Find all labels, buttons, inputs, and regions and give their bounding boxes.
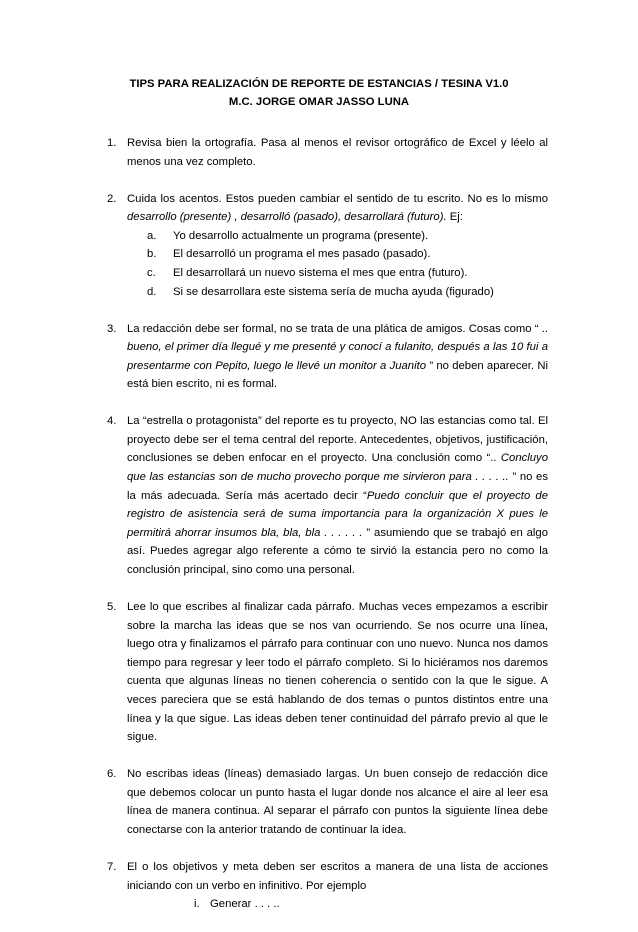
sublist-text: Generar . . . .. (210, 898, 280, 911)
sublist-item (147, 227, 548, 246)
tip-text (127, 320, 548, 394)
tip-text (127, 412, 548, 579)
sublist-label: d. (147, 285, 157, 298)
sublist-label: c. (147, 266, 156, 279)
document-title (0, 75, 638, 111)
sublist-item (194, 895, 548, 914)
sublist-text: El desarrollará un nuevo sistema el mes que entra (futuro). (173, 266, 468, 279)
sublist-text: Yo desarrollo actualmente un programa (presente). (173, 229, 429, 242)
title-line-2: M.C. JORGE OMAR JASSO LUNA (228, 96, 410, 108)
tip-text-italic: bueno, el primer día llegué y me presenté y conocí a fulanito, después a las 10 fui a presentarme con Pepito, luego le llevé un monitor a Juanito (127, 341, 548, 372)
title-line-1: TIPS PARA REALIZACIÓN DE REPORTE DE ESTANCIAS / TESINA V1.0 (129, 78, 509, 90)
tip-number: 1. (107, 137, 117, 149)
tip-number: 2. (107, 192, 117, 205)
tip-1 (107, 134, 548, 171)
tip-text-part: ” asumiendo que se trabajó en algo así. Puedes agregar algo referente a cómo te sirvió la estancia pero no como la conclusión principal, sino como una personal. (127, 526, 548, 577)
tip-4 (107, 412, 548, 579)
tip-text: El o los objetivos y meta deben ser escritos a manera de una lista de acciones iniciando con un verbo en infinitivo. Por ejemplo (127, 860, 548, 892)
tip-text: Revisa bien la ortografía. Pasa al menos el revisor ortográfico de Excel y léelo al menos una vez completo. (127, 137, 548, 168)
tips-list (107, 134, 548, 932)
tip-text (127, 190, 548, 227)
sublist-item (147, 245, 548, 264)
sublist-label: i. (194, 898, 200, 911)
sublist-label: b. (147, 248, 157, 261)
tip-text-italic: Concluyo que las estancias son de mucho provecho porque me sirvieron para . . . . .. (127, 452, 548, 484)
tip-text-italic: desarrollo (presente) , desarrolló (pasado), desarrollará (futuro). (127, 211, 447, 224)
example-sublist (127, 895, 548, 914)
tip-text-part: ” no es la más adecuada. Sería más acertado decir “ (127, 471, 548, 502)
tip-text-part: ” no deben aparecer. Ni está bien escrito, ni es formal. (127, 359, 548, 391)
sublist-label: a. (147, 229, 157, 242)
sublist-text: Si se desarrollara este sistema sería de mucha ayuda (figurado) (173, 285, 494, 298)
tip-text-part: La redacción debe ser formal, no se trata de una plática de amigos. Cosas como “ .. (127, 322, 548, 335)
tip-7 (107, 858, 548, 914)
tip-2 (107, 190, 548, 302)
sublist-item (147, 264, 548, 283)
tip-number: 5. (107, 601, 117, 614)
tip-text-part: Ej: (446, 211, 463, 224)
tip-text-italic: Puedo concluir que el proyecto de registro de asistencia será de suma importancia para la organización X pues le permitirá ahorrar insumos bla, bla, bla . . . . . . (127, 489, 548, 539)
tip-number: 3. (107, 322, 117, 335)
tip-text: Lee lo que escribes al finalizar cada párrafo. Muchas veces empezamos a escribir sobre la marcha las ideas que se nos van ocurriendo. Se nos ocurre una línea, luego otra y finalizamos el párrafo para continuar con uno nuevo. Nunca nos damos tiempo para regresar y leer todo el párrafo completo. Si lo hiciéramos nos daremos cuenta que algunas líneas no tienen coherencia o sentido con la que le sigue. A veces pareciera que se está hablando de dos temas o puntos distintos entre una línea y la que sigue. Las ideas deben tener continuidad del párrafo previo al que le sigue. (127, 601, 548, 744)
tip-text: No escribas ideas (líneas) demasiado largas. Un buen consejo de redacción dice que debemos colocar un punto hasta el lugar donde nos alcance el aire al leer esa línea de manera continua. Al separar el párrafo con puntos la siguiente línea debe conectarse con la anterior tratando de continuar la idea. (127, 768, 548, 836)
tip-number: 6. (107, 768, 117, 781)
sublist-item (147, 283, 548, 302)
tip-number: 4. (107, 415, 117, 428)
sublist-text: El desarrolló un programa el mes pasado (pasado). (173, 248, 431, 261)
tip-text-part: Cuida los acentos. Estos pueden cambiar el sentido de tu escrito. No es lo mismo (127, 192, 548, 205)
example-sublist (127, 227, 548, 301)
tip-6 (107, 765, 548, 839)
tip-number: 7. (107, 860, 117, 873)
tip-3 (107, 320, 548, 394)
tip-text-part: La “estrella o protagonista” del reporte es tu proyecto, NO las estancias como tal. El proyecto debe ser el tema central del reporte. Antecedentes, objetivos, justificación, conclusiones se deben enfocar en el proyecto. Una conclusión como “.. (127, 415, 548, 465)
tip-5 (107, 598, 548, 747)
